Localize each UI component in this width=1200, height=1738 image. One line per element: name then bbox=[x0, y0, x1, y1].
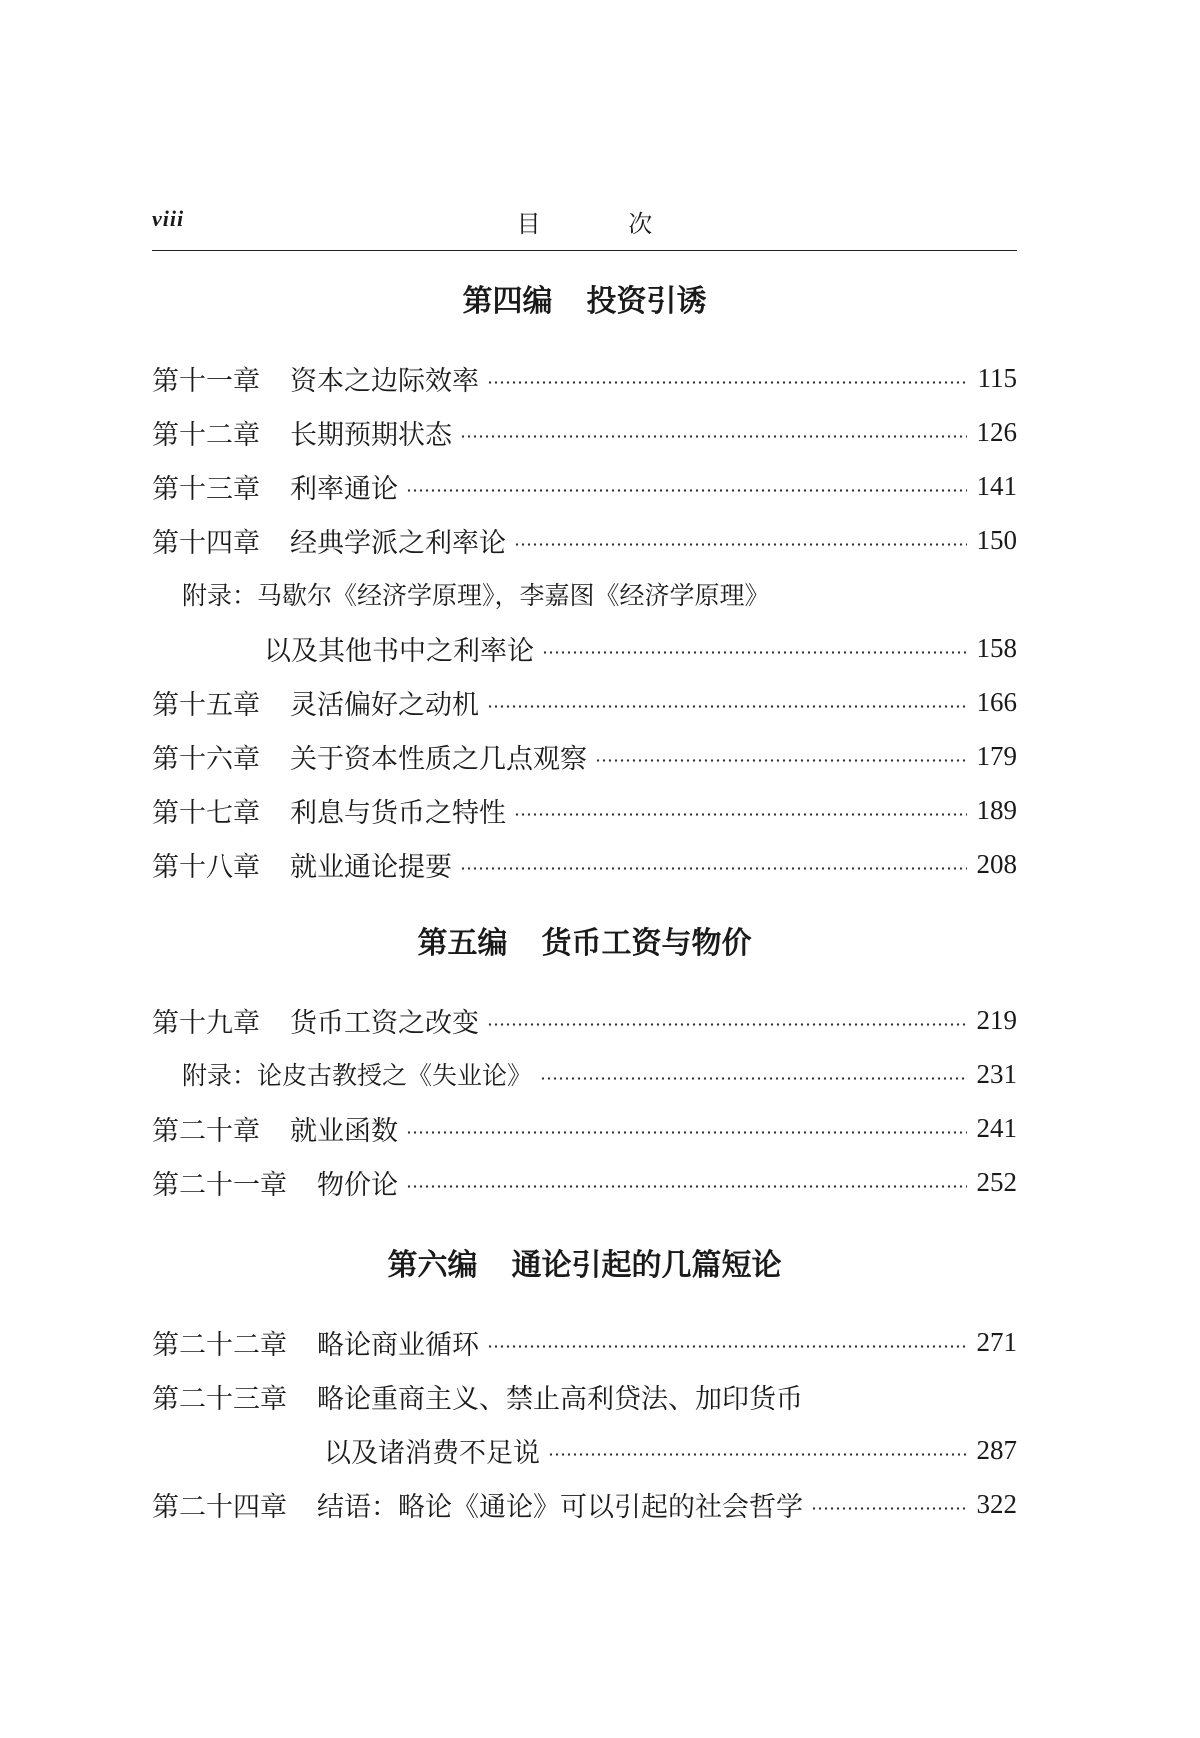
page-number: 322 bbox=[976, 1488, 1017, 1519]
dot-leader bbox=[460, 435, 967, 438]
toc-appendix-entry[interactable] bbox=[152, 574, 1017, 614]
chapter-title: 关于资本性质之几点观察 bbox=[290, 743, 587, 775]
chapter-title: 利息与货币之特性 bbox=[290, 797, 506, 829]
part-heading bbox=[152, 282, 1017, 322]
part-number: 第五编 bbox=[417, 926, 508, 961]
dot-leader bbox=[487, 705, 967, 708]
toc-entry[interactable] bbox=[152, 1108, 1017, 1148]
chapter-title: 利率通论 bbox=[290, 473, 398, 505]
dot-leader bbox=[460, 867, 967, 870]
toc-appendix-entry[interactable] bbox=[152, 1054, 1017, 1094]
toc-entry[interactable] bbox=[152, 358, 1017, 398]
toc-entry[interactable] bbox=[152, 736, 1017, 776]
page-number: 208 bbox=[976, 848, 1017, 879]
toc-entry[interactable] bbox=[152, 466, 1017, 506]
appendix-title-continued: 以及其他书中之利率论 bbox=[264, 635, 534, 667]
toc-entry[interactable] bbox=[152, 1484, 1017, 1524]
toc-appendix-continuation[interactable] bbox=[152, 628, 1017, 668]
chapter-title: 货币工资之改变 bbox=[290, 1007, 479, 1039]
toc-entry[interactable] bbox=[152, 1162, 1017, 1202]
dot-leader bbox=[540, 1077, 967, 1080]
chapter-title: 资本之边际效率 bbox=[290, 365, 479, 397]
page-number: 141 bbox=[976, 470, 1017, 501]
chapter-number: 第二十一章 bbox=[152, 1169, 287, 1201]
toc-entry[interactable] bbox=[152, 682, 1017, 722]
page-number: 189 bbox=[976, 794, 1017, 825]
toc-entry[interactable] bbox=[152, 1000, 1017, 1040]
chapter-title: 长期预期状态 bbox=[290, 419, 452, 451]
chapter-number: 第十四章 bbox=[152, 527, 260, 559]
toc-entry[interactable] bbox=[152, 1322, 1017, 1362]
dot-leader bbox=[548, 1453, 967, 1456]
chapter-title: 略论商业循环 bbox=[317, 1329, 479, 1361]
page-number: 287 bbox=[976, 1434, 1017, 1465]
page-number: 241 bbox=[976, 1112, 1017, 1143]
dot-leader bbox=[406, 1131, 967, 1134]
chapter-number: 第十六章 bbox=[152, 743, 260, 775]
dot-leader bbox=[487, 1345, 967, 1348]
chapter-title: 就业函数 bbox=[290, 1115, 398, 1147]
chapter-number: 第十八章 bbox=[152, 851, 260, 883]
dot-leader bbox=[406, 489, 967, 492]
page-number: 115 bbox=[977, 362, 1017, 393]
chapter-number: 第二十二章 bbox=[152, 1329, 287, 1361]
page-number: 166 bbox=[976, 686, 1017, 717]
chapter-number: 第十七章 bbox=[152, 797, 260, 829]
part-heading bbox=[152, 924, 1017, 964]
dot-leader bbox=[595, 759, 967, 762]
appendix-title: 附录：论皮古教授之《失业论》 bbox=[182, 1061, 533, 1090]
dot-leader bbox=[514, 813, 967, 816]
page-number: 126 bbox=[976, 416, 1017, 447]
toc-entry[interactable] bbox=[152, 790, 1017, 830]
running-title: 目 次 bbox=[516, 210, 693, 238]
chapter-number: 第二十章 bbox=[152, 1115, 260, 1147]
chapter-number: 第十九章 bbox=[152, 1007, 260, 1039]
dot-leader bbox=[406, 1185, 967, 1188]
page-number: 150 bbox=[976, 524, 1017, 555]
chapter-title: 灵活偏好之动机 bbox=[290, 689, 479, 721]
chapter-title: 略论重商主义、禁止高利贷法、加印货币 bbox=[317, 1383, 803, 1415]
dot-leader bbox=[542, 651, 967, 654]
chapter-number: 第十三章 bbox=[152, 473, 260, 505]
chapter-number: 第十一章 bbox=[152, 365, 260, 397]
chapter-title: 就业通论提要 bbox=[290, 851, 452, 883]
dot-leader bbox=[811, 1507, 967, 1510]
dot-leader bbox=[514, 543, 967, 546]
part-title: 通论引起的几篇短论 bbox=[511, 1248, 782, 1283]
page-number: 219 bbox=[976, 1004, 1017, 1035]
chapter-number: 第十二章 bbox=[152, 419, 260, 451]
page-number: 252 bbox=[976, 1166, 1017, 1197]
part-number: 第四编 bbox=[462, 284, 553, 319]
appendix-title: 附录：马歇尔《经济学原理》，李嘉图《经济学原理》 bbox=[182, 581, 770, 610]
chapter-title-continued: 以及诸消费不足说 bbox=[324, 1437, 540, 1469]
page-number: 158 bbox=[976, 632, 1017, 663]
chapter-title: 物价论 bbox=[317, 1169, 398, 1201]
part-number: 第六编 bbox=[387, 1248, 478, 1283]
page-folio: viii bbox=[152, 206, 185, 231]
part-heading bbox=[152, 1246, 1017, 1286]
header-rule bbox=[152, 250, 1017, 251]
chapter-number: 第二十四章 bbox=[152, 1491, 287, 1523]
page-number: 179 bbox=[976, 740, 1017, 771]
page-number: 231 bbox=[976, 1058, 1017, 1089]
chapter-title: 经典学派之利率论 bbox=[290, 527, 506, 559]
chapter-number: 第十五章 bbox=[152, 689, 260, 721]
toc-entry-continuation[interactable] bbox=[152, 1430, 1017, 1470]
page-number: 271 bbox=[976, 1326, 1017, 1357]
part-title: 货币工资与物价 bbox=[541, 926, 752, 961]
chapter-title: 结语：略论《通论》可以引起的社会哲学 bbox=[317, 1491, 803, 1523]
chapter-number: 第二十三章 bbox=[152, 1383, 287, 1415]
toc-entry[interactable] bbox=[152, 1376, 1017, 1416]
running-head bbox=[152, 200, 1017, 240]
toc-entry[interactable] bbox=[152, 520, 1017, 560]
toc-entry[interactable] bbox=[152, 844, 1017, 884]
dot-leader bbox=[487, 381, 967, 384]
part-title: 投资引诱 bbox=[586, 284, 707, 319]
dot-leader bbox=[487, 1023, 967, 1026]
toc-entry[interactable] bbox=[152, 412, 1017, 452]
